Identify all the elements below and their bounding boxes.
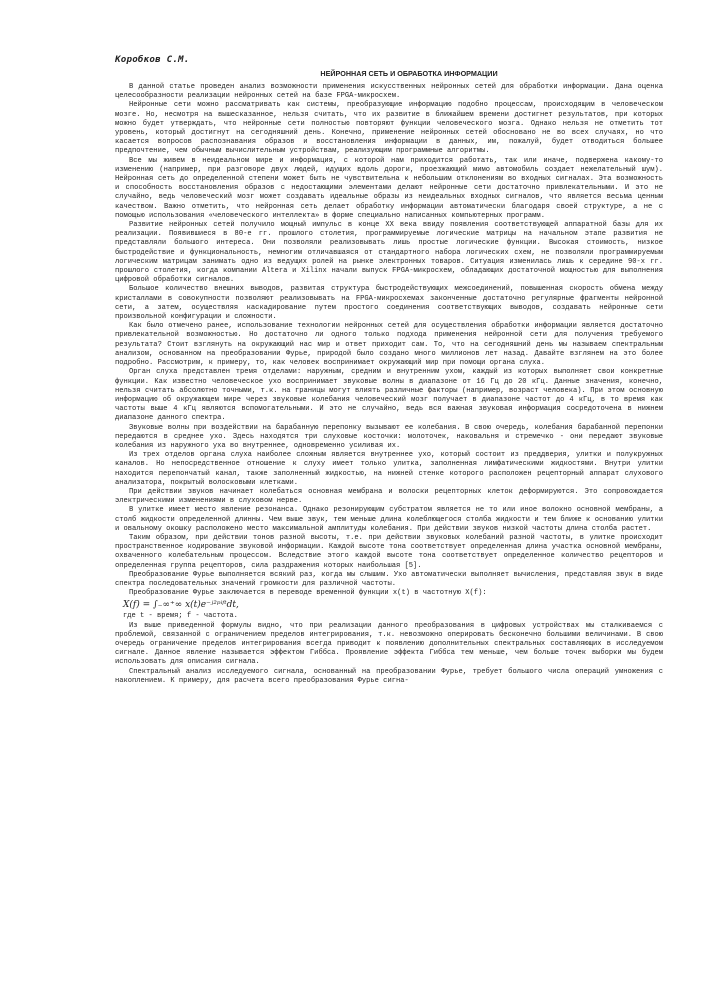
paragraph: Развитие нейронных сетей получило мощный импульс в конце XX века ввиду появления соответствующей аппаратной базы для их реализации. Появившиеся в 80-е гг. прошлого столетия, программируемые логические матрицы на начальном этапе развития не представляли большого интереса. Они позволяли реализовывать лишь простые логические функции. Высокая стоимость, низкое быстродействие и функциональность, немногим отличавшаяся от стандартного набора логических схем, не позволяли программируемым логическим матрицам занимать одно из ведущих ролей на рынке электронных товаров. Ситуация изменилась лишь к середине 90-х гг. прошлого столетия, когда компании Altera и Xilinx начали выпуск FPGA-микросхем, обладающих достаточной мощностью для выполнения цифровой обработки сигналов. [115,221,663,285]
paragraph: Из трех отделов органа слуха наиболее сложным является внутреннее ухо, который состоит из преддверия, улитки и полукружных каналов. Но непосредственное отношение к слуху имеет только улитка, заполненная лимфатическими жидкостями. Внутри улитки находится перепончатый канал, также заполненный жидкостью, на нижней стенке которого расположен рецепторный аппарат слухового анализатора, покрытый волосковыми клетками. [115,451,663,487]
paragraph: Таким образом, при действии тонов разной высоты, т.е. при действии звуковых колебаний разной частоты, в улитке происходит пространственное кодирование звуковой информации. Каждой высоте тона соответствует определенная длина участка основной мембраны, охваченного колебательным процессом. Вследствие этого каждой высоте тона соответствует определенное количество рецепторов и определенная группа рецепторов, сила раздражения которых наибольшая [5]. [115,533,663,570]
article-title: НЕЙРОННАЯ СЕТЬ И ОБРАБОТКА ИНФОРМАЦИИ [320,69,498,78]
paragraph: Звуковые волны при воздействии на барабанную перепонку вызывают ее колебания. В свою очередь, колебания барабанной перепонки передаются в среднее ухо. Здесь находятся три слуховые косточки: молоточек, наковальня и стремечко - они передают звуковые колебания из наружного уха во внутреннее, одновременно усиливая их. [115,423,663,450]
paragraph: Большое количество внешних выводов, развитая структура быстродействующих межсоединений, повышенная скорость обмена между кристаллами в совокупности позволяют реализовывать на FPGA-микросхемах законченные достаточно регулярные фрагменты нейронной сети, а затем, осуществляя каскадирование путем простого соединения соответствующих выводов, создавать нейронные сети произвольной конфигурации и сложности. [115,285,663,322]
fourier-formula: X(f) = ∫₋∞⁺∞ x(t)e⁻ʲ²ᵖⁱᶠᵗdt, [123,600,239,611]
paragraph: В улитке имеет место явление резонанса. Однако резонирующим субстратом является не то или иное волокно основной мембраны, а столб жидкости определенной длинны. Чем выше звук, тем меньше длина колеблющегося столба жидкости и тем ближе к основанию улитки и овальному окошку расположено место максимальной амплитуды колебания. При действии звуков низкой частоты длина столба растет. [115,506,663,533]
paragraph: Из выше приведенной формулы видно, что при реализации данного преобразования в цифровых устройствах мы сталкиваемся с проблемой, связанной с ограничением пределов интегрирования, т.к. невозможно оперировать бесконечно большими величинами. В свою очередь ограничение пределов интегрирования всегда приводит к появлению дополнительных спектральных составляющих в исследуемом сигнале. Данное явление называется эффектом Гиббса. Проявление эффекта Гиббса тем меньше, чем больше точек выборки мы будем использовать для описания сигнала. [115,621,663,667]
paragraph: Преобразование Фурье заключается в переводе временной функции x(t) в частотную X(f): [129,589,487,598]
paragraph: Орган слуха представлен тремя отделами: наружным, средним и внутренним ухом, каждый из которых выполняет свои конкретные функции. Как известно человеческое ухо воспринимает звуковые волны в диапазоне от 16 Гц до 20 кГц. Данные значения, конечно, нельзя считать абсолютно точными, т.к. на границы могут влиять различные факторы (например, возраст человека). При этом основную информацию об окружающем мире через звуковые колебания человеческий мозг получает в диапазоне частот до 4 кГц, в то время как частоты выше 4 кГц являются вспомогательными. И это не случайно, ведь вся важная звуковая информация сосредоточена в нижнем диапазоне данного спектра. [115,368,663,423]
formula-note: где t - время; f - частота. [123,612,238,621]
document-page [115,54,663,686]
paragraph: Спектральный анализ исследуемого сигнала, основанный на преобразовании Фурье, требует большого числа операций умножения с накоплением. К примеру, для расчета всего преобразования Фурье сигна- [115,667,663,685]
paragraph: В данной статье проведен анализ возможности применения искусственных нейронных сетей для обработки информации. Дана оценка целесообразности реализации нейронных сетей на базе FPGA-микросхем. [115,83,663,101]
paragraph: Нейронные сети можно рассматривать как системы, преобразующие информацию подобно процессам, происходящим в человеческом мозге. Но, несмотря на вышесказанное, нельзя считать, что их развитие в ближайшем времени достигнет результатов, при которых можно будет утверждать, что нейронные сети полностью повторяют функции человеческого мозга. Однако нельзя не отметить тот уровень, который достигнут на сегодняшний день. Конечно, применение нейронных сетей обосновано не во всех случаях, но что касается вопросов распознавания образов и восстановления информации в данных, им, пожалуй, будет отводиться большее предпочтение, чем обычным вычислительным устройствам, реализующим программные алгоритмы. [115,101,663,156]
paragraph: Преобразование Фурье выполняется всякий раз, когда мы слышим. Ухо автоматически выполняет вычисления, представляя звук в виде спектра последовательных значений громкости для различной частоты. [115,570,663,588]
paragraph: Все мы живем в неидеальном мире и информация, с которой нам приходится работать, так или иначе, подвержена какому-то изменению (например, при разговоре двух людей, идущих вдоль дороги, проезжающий мимо автомобиль создает нежелательный шум). Нейронная сеть до определенной степени может быть не чувствительна к небольшим отклонениям во входных сигналах. Эта возможность и способность восстановления образов с недостающими элементами делают нейронные сети достаточно привлекательными. И это не случайно, ведь человеческий мозг может создавать идеальные образы из неидеальных входных сигналов, что является весьма ценным качеством. Важно отметить, что нейронная сеть делает обработку информации автоматически благодаря своей структуре, а не с помощью использования «человеческого интеллекта» в форме специально написанных компьютерных программ. [115,156,663,220]
paragraph: Как было отмечено ранее, использование технологии нейронных сетей для осуществления обработки информации является достаточно привлекательной возможностью. Но достаточно ли одного только подхода применения нейронной сети для получения требуемого результата? Стоит взглянуть на окружающий нас мир и ответ приходит сам. То, что на сегодняшний день мы называем спектральным анализом, основанном на преобразовании Фурье, природой было создано много миллионов лет назад. Давайте взглянем на это более подробно. Рассмотрим, к примеру, то, как человек воспринимает окружающий мир при помощи органа слуха. [115,322,663,368]
paragraph: При действии звуков начинает колебаться основная мембрана и волоски рецепторных клеток деформируются. Это сопровождается электрическими изменениями в слуховом нерве. [115,487,663,506]
author-name: Коробков С.М. [115,54,190,65]
